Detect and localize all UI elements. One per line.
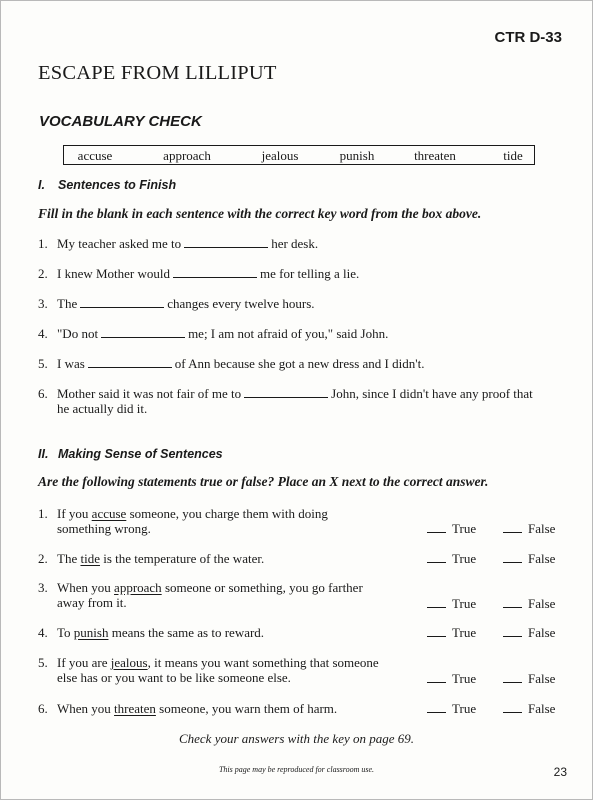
section1-heading [38,178,176,192]
key-word: threaten [114,701,156,716]
false-option[interactable] [503,551,555,567]
true-answer-line[interactable] [427,701,446,713]
item-text-after: me for telling a lie. [260,266,360,281]
answer-key-note: Check your answers with the key on page 69. [178,731,415,746]
answer-blank[interactable] [244,386,328,398]
true-option[interactable] [427,521,476,537]
page-number: 23 [553,765,567,779]
item-number: 5. [38,356,48,371]
true-label: True [452,701,477,716]
key-word: tide [80,551,100,566]
key-word: approach [114,580,162,595]
reproduction-note: This page may be reproduced for classroom use. [218,765,375,774]
item-text-before: When you [57,580,111,595]
section2-instructions: Are the following statements true or false? Place an X next to the correct answer. [38,474,489,489]
item-text-before: My teacher asked me to [57,236,182,251]
false-option[interactable] [503,671,555,687]
section1-title: Sentences to Finish [58,178,177,192]
item-text-before: To [57,625,71,640]
false-answer-line[interactable] [503,521,522,533]
vocabulary-word-box [63,145,535,165]
true-answer-line[interactable] [427,671,446,683]
false-label: False [528,551,556,566]
vocab-word: jealous [261,148,299,163]
false-label: False [528,521,556,536]
vocab-word: tide [503,148,523,163]
answer-blank[interactable] [184,236,268,248]
item-number: 6. [38,386,48,401]
item-number: 4. [38,326,48,341]
item-text-continued: else has or you want to be like someone else. [57,670,291,685]
false-label: False [528,701,556,716]
item-number: 3. [38,296,48,311]
false-label: False [528,596,556,611]
vocab-word: punish [339,148,375,163]
item-number: 2. [38,266,48,281]
answer-blank[interactable] [80,296,164,308]
item-number: 5. [38,655,48,670]
item-text-after: , it means you want something that someone [147,655,379,670]
true-option[interactable] [427,596,476,612]
false-answer-line[interactable] [503,551,522,563]
false-label: False [528,671,556,686]
true-answer-line[interactable] [427,551,446,563]
item-number: 2. [38,551,48,566]
section2-number: II. [38,447,49,461]
section2-title: Making Sense of Sentences [58,447,223,461]
item-number: 6. [38,701,48,716]
item-text-before: If you are [57,655,108,670]
false-label: False [528,625,556,640]
item-text-continued: something wrong. [57,521,151,536]
key-word: punish [73,625,109,640]
false-option[interactable] [503,596,555,612]
vocab-word: accuse [77,148,113,163]
item-number: 3. [38,580,48,595]
item-text-after: someone or something, you go farther [164,580,363,595]
item-text-after: her desk. [271,236,319,251]
answer-blank[interactable] [101,326,185,338]
section2-heading [38,447,223,461]
section1-number: I. [38,178,45,192]
item-text-before: I knew Mother would [57,266,171,281]
answer-blank[interactable] [173,266,257,278]
false-answer-line[interactable] [503,701,522,713]
vocabulary-heading: VOCABULARY CHECK [39,113,202,130]
true-label: True [452,671,477,686]
false-answer-line[interactable] [503,671,522,683]
item-text-after: someone, you charge them with doing [129,506,328,521]
true-label: True [452,596,477,611]
item-text-after: John, since I didn't have any proof that [331,386,533,401]
item-text-before: The [57,551,78,566]
item-text-before: When you [57,701,111,716]
true-label: True [452,625,477,640]
key-word: accuse [91,506,127,521]
true-label: True [452,551,477,566]
item-text-continued: away from it. [57,595,127,610]
item-text-after: is the temperature of the water. [103,551,265,566]
item-text-after: someone, you warn them of harm. [159,701,338,716]
section1-instructions: Fill in the blank in each sentence with the correct key word from the box above. [38,206,482,221]
item-text-before: "Do not [57,326,99,341]
vocab-word: threaten [414,148,456,163]
false-option[interactable] [503,521,555,537]
worksheet-title: ESCAPE FROM LILLIPUT [38,62,277,84]
item-text-before: If you [57,506,89,521]
true-answer-line[interactable] [427,521,446,533]
true-option[interactable] [427,671,476,687]
page-code: CTR D-33 [494,29,562,46]
false-answer-line[interactable] [503,625,522,637]
true-answer-line[interactable] [427,596,446,608]
item-text-continued: he actually did it. [57,401,148,416]
item-number: 1. [38,236,48,251]
item-text-after: of Ann because she got a new dress and I didn't. [174,356,425,371]
item-text-after: me; I am not afraid of you," said John. [188,326,389,341]
vocab-word: approach [163,148,211,163]
false-option[interactable] [503,625,555,641]
key-word: jealous [110,655,148,670]
item-number: 1. [38,506,48,521]
item-number: 4. [38,625,48,640]
item-text-before: Mother said it was not fair of me to [57,386,242,401]
item-text-before: The [57,296,78,311]
false-option[interactable] [503,701,555,717]
true-option[interactable] [427,551,476,567]
answer-blank[interactable] [88,356,172,368]
true-label: True [452,521,477,536]
true-option[interactable] [427,625,476,641]
true-answer-line[interactable] [427,625,446,637]
item-text-after: changes every twelve hours. [167,296,315,311]
false-answer-line[interactable] [503,596,522,608]
item-text-before: I was [57,356,85,371]
true-option[interactable] [427,701,476,717]
item-text-after: means the same as to reward. [111,625,265,640]
